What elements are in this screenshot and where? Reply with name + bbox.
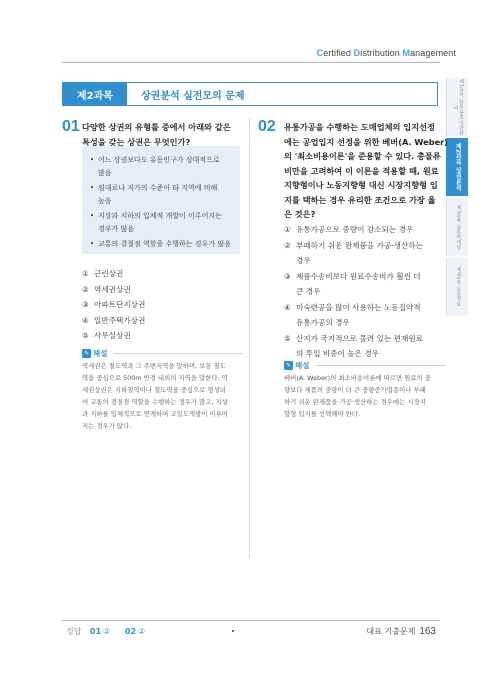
option-3[interactable]: ③ 제품수송비보다 원료수송비가 훨씬 더 큰 경우 [284,271,421,296]
condition-item: • 지상과 지하의 입체적 개발이 이루어지는 경우가 많음 [90,212,222,233]
question-text-02: 유통가공을 수행하는 도매업체의 입지선정 에는 공업입지 선정을 위한 베버(A. Weber) 의 '최소비용이론'을 준용할 수 있다. 총물류 비만을 고려하여 이 이론을 적용할 때, 원료 지향형이나 노동지향형 대신 시장지향형 입 지를 택하는 경우 유리한 조건으로 가장 옳 은 것은? [284,122,448,219]
footer-dot [232,630,234,632]
header-brand [317,48,456,58]
subject-badge: 제2과목 [63,83,127,105]
column-divider [249,118,250,558]
explanation-icon: ✎ [83,350,90,357]
option-4[interactable]: ④ 미숙련공을 많이 사용하는 노동집약적 유통가공의 경우 [284,302,421,327]
explanation-rule [114,353,242,354]
explanation-text-01: 역세권은 철도역과 그 주변지역을 말하며, 보통 철도 역을 중심으로 500m 반경 내외의 지역을 말한다. 역 세권상권은 지하철역이나 철도역을 중심으로 형성되 어 교통의 결절점 역할을 수행하는 경우가 많고, 지상 과 지하를 입체적으로 연계하여 고밀도개발이 이루어 지는 경우가 많다. [82,362,228,430]
question-number-02: 02 [258,118,276,135]
explanation-icon: ✎ [285,362,292,369]
side-tab-subject-1[interactable]: 제1과목 유통·물류일반관리 [446,78,468,136]
question-text-01: 다양한 상권의 유형틀 중에서 아래와 같은 특성을 갖는 상권은 무엇인가? [82,122,231,147]
answer-key: 정답 01 ② 02 ② [66,627,146,636]
side-tab-subject-4[interactable]: 제4과목 유통정보 [446,258,468,316]
section-title-bar [62,82,438,106]
answer-key-label: 정답 [66,627,82,636]
option-1[interactable]: ① 근린상권 [82,269,124,278]
side-tab-subject-3[interactable]: 제3과목 유통마케팅 [446,198,468,256]
explanation-label-01: ✎ 해설 [83,349,108,358]
option-5[interactable]: ⑤ 산지가 국지적으로 몰려 있는 편재원료 의 투입 비중이 높은 경우 [284,333,424,358]
page-section-label: 대표 기출문제 [366,627,416,636]
condition-item: • 교통의 결절점 역할을 수행하는 경우가 많음 [90,240,231,248]
explanation-rule [316,365,446,366]
option-1[interactable]: ① 유통가공으로 중량이 감소되는 경우 [284,225,414,234]
brand-word-1: Certified [316,48,354,58]
question-01-options [82,266,242,344]
explanation-text-02: 베버(A. Weber)의 최소비용이론에 따르면 원료의 중 량보다 제품의 중량이 더 큰 중량증가업종이나 부패 하기 쉬운 완제품을 가공·생산하는 경우에는 시장지 향형 입지를 선택해야 한다. [284,374,431,418]
option-5[interactable]: ⑤ 사무실상권 [82,331,131,340]
footer-divider [62,620,440,621]
page-footer [366,626,436,637]
option-2[interactable]: ② 부패하기 쉬운 완제품을 가공·생산하는 경우 [284,240,424,265]
question-01-condition-box [82,146,240,254]
page-number: 163 [419,626,436,637]
brand-word-3: Management [402,48,456,58]
explanation-label-02: ✎ 해설 [285,361,310,370]
option-2[interactable]: ② 역세권상권 [82,284,131,294]
condition-item: • 임대료나 지가의 수준이 타 지역에 비해 높음 [90,184,218,205]
option-3[interactable]: ③ 아파트단지상권 [82,300,146,309]
side-tab-subject-2[interactable]: 제2과목 상권분석 [446,138,468,196]
option-4[interactable]: ④ 일반주택가상권 [82,315,146,325]
brand-word-2: Distribution [353,48,403,58]
section-title: 상권분석 실전모의 문제 [141,91,245,102]
question-number-01: 01 [62,118,80,135]
question-02-options [284,222,450,362]
condition-item: • 어느 상권보다도 유동인구가 상대적으로 많음 [90,156,220,177]
header-divider [62,62,440,63]
